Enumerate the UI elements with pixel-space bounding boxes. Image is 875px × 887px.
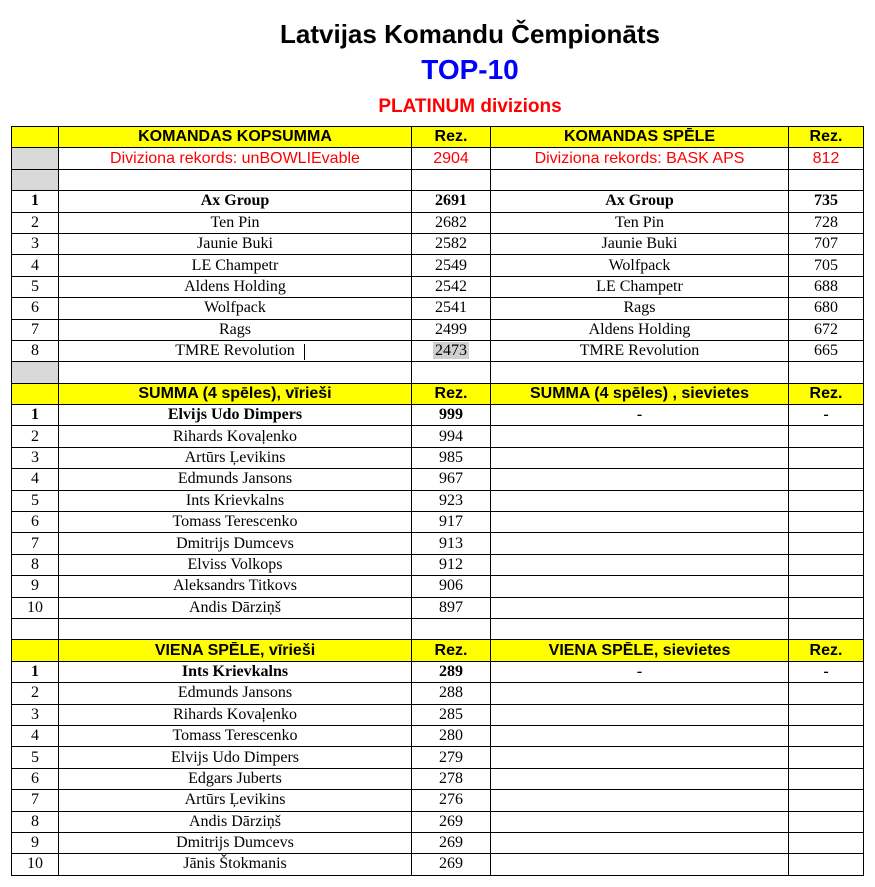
- player-name-cell: [491, 512, 789, 533]
- score-cell: 688: [789, 276, 864, 297]
- score-cell: [789, 597, 864, 618]
- player-name-cell: [491, 554, 789, 575]
- empty-cell: [59, 169, 412, 190]
- player-name-cell: -: [491, 661, 789, 682]
- page-subtitle: TOP-10: [421, 54, 519, 85]
- table-row: [12, 447, 864, 468]
- table-row: [12, 554, 864, 575]
- score-cell: 994: [412, 426, 491, 447]
- rank-header-cell: [12, 383, 59, 404]
- team-name-cell: Ax Group: [491, 191, 789, 212]
- team-name-cell: Aldens Holding: [491, 319, 789, 340]
- page-title: Latvijas Komandu Čempionāts: [280, 19, 660, 49]
- score-cell: 2582: [412, 233, 491, 254]
- left-section-header: VIENA SPĒLE, vīrieši: [59, 640, 412, 661]
- player-name-cell: Artūrs Ļevikins: [59, 790, 412, 811]
- player-name-cell: Elviss Volkops: [59, 554, 412, 575]
- team-name-cell: Wolfpack: [59, 298, 412, 319]
- player-name-cell: Edgars Juberts: [59, 768, 412, 789]
- player-name-cell: [491, 811, 789, 832]
- player-name-cell: Elvijs Udo Dimpers: [59, 405, 412, 426]
- player-name-cell: Aleksandrs Titkovs: [59, 576, 412, 597]
- player-name-cell: [491, 747, 789, 768]
- table-row: [12, 768, 864, 789]
- empty-cell: [789, 618, 864, 639]
- player-name-cell: Tomass Terescenko: [59, 725, 412, 746]
- table-row: [12, 576, 864, 597]
- rank-cell: 3: [12, 447, 59, 468]
- table-row: [12, 490, 864, 511]
- player-name-cell: [491, 469, 789, 490]
- empty-cell: [412, 169, 491, 190]
- player-name-cell: Artūrs Ļevikins: [59, 447, 412, 468]
- rank-cell: 1: [12, 191, 59, 212]
- team-name-cell: Jaunie Buki: [491, 233, 789, 254]
- player-name-cell: Andis Dārziņš: [59, 811, 412, 832]
- player-name-cell: [491, 704, 789, 725]
- table-row: [12, 811, 864, 832]
- score-cell: [789, 490, 864, 511]
- team-name-cell: Wolfpack: [491, 255, 789, 276]
- player-name-cell: [491, 768, 789, 789]
- rez-header: Rez.: [412, 127, 491, 148]
- team-name-cell: [59, 340, 412, 361]
- rank-cell: 7: [12, 319, 59, 340]
- team-name-cell: Jaunie Buki: [59, 233, 412, 254]
- score-cell: 912: [412, 554, 491, 575]
- score-cell: 665: [789, 340, 864, 361]
- score-cell: 2682: [412, 212, 491, 233]
- empty-cell: [12, 362, 59, 383]
- series-header-row: [12, 383, 864, 404]
- score-cell: [789, 683, 864, 704]
- rank-cell: 5: [12, 276, 59, 297]
- table-row: [12, 191, 864, 212]
- rank-cell: 6: [12, 768, 59, 789]
- score-cell: 2542: [412, 276, 491, 297]
- score-cell: [789, 747, 864, 768]
- rez-header: Rez.: [412, 383, 491, 404]
- rank-cell: 8: [12, 811, 59, 832]
- score-cell: 923: [412, 490, 491, 511]
- score-cell: [789, 704, 864, 725]
- player-name-cell: Dmitrijs Dumcevs: [59, 832, 412, 853]
- score-cell: -: [789, 661, 864, 682]
- score-cell: [789, 768, 864, 789]
- empty-cell: [412, 362, 491, 383]
- table-row: [12, 832, 864, 853]
- score-cell: 967: [412, 469, 491, 490]
- spacer-row: [12, 618, 864, 639]
- rank-cell: 9: [12, 576, 59, 597]
- score-cell: [789, 725, 864, 746]
- player-name-cell: -: [491, 405, 789, 426]
- player-name-cell: [491, 426, 789, 447]
- player-name-cell: [491, 533, 789, 554]
- score-cell: 680: [789, 298, 864, 319]
- score-cell: 2541: [412, 298, 491, 319]
- table-row: [12, 276, 864, 297]
- rank-cell: 2: [12, 683, 59, 704]
- game-header-row: [12, 640, 864, 661]
- rank-cell: 6: [12, 512, 59, 533]
- rank-cell: 2: [12, 426, 59, 447]
- player-name-cell: [491, 447, 789, 468]
- score-cell: 917: [412, 512, 491, 533]
- rez-header: Rez.: [789, 127, 864, 148]
- player-name-cell: Andis Dārziņš: [59, 597, 412, 618]
- score-cell: 672: [789, 319, 864, 340]
- score-cell: [789, 832, 864, 853]
- score-cell: 985: [412, 447, 491, 468]
- player-name-cell: [491, 576, 789, 597]
- empty-cell: [12, 618, 59, 639]
- table-row: [12, 212, 864, 233]
- score-cell: 906: [412, 576, 491, 597]
- rank-cell: 9: [12, 832, 59, 853]
- score-cell: 285: [412, 704, 491, 725]
- rank-header-cell: [12, 640, 59, 661]
- score-cell: 280: [412, 725, 491, 746]
- score-cell: 279: [412, 747, 491, 768]
- team-name-cell: Rags: [491, 298, 789, 319]
- score-cell: 289: [412, 661, 491, 682]
- player-name-cell: Jānis Štokmanis: [59, 854, 412, 875]
- player-name-cell: [491, 832, 789, 853]
- team-name-cell: Aldens Holding: [59, 276, 412, 297]
- score-cell: 728: [789, 212, 864, 233]
- score-cell: -: [789, 405, 864, 426]
- rank-cell: 4: [12, 255, 59, 276]
- team-name-cell: Ten Pin: [491, 212, 789, 233]
- empty-cell: [12, 148, 59, 169]
- rank-cell: 10: [12, 854, 59, 875]
- score-cell: [789, 811, 864, 832]
- player-name-cell: Dmitrijs Dumcevs: [59, 533, 412, 554]
- selected-score-text: 2473: [435, 342, 467, 360]
- table-row: [12, 533, 864, 554]
- score-cell: 288: [412, 683, 491, 704]
- empty-cell: [12, 169, 59, 190]
- table-row: [12, 469, 864, 490]
- rank-cell: 5: [12, 747, 59, 768]
- player-name-cell: Ints Krievkalns: [59, 490, 412, 511]
- empty-cell: [789, 362, 864, 383]
- player-name-cell: [491, 854, 789, 875]
- table-row: [12, 747, 864, 768]
- score-cell: 2549: [412, 255, 491, 276]
- score-cell: 999: [412, 405, 491, 426]
- score-cell: 705: [789, 255, 864, 276]
- score-cell: 897: [412, 597, 491, 618]
- score-cell: 735: [789, 191, 864, 212]
- player-name-cell: [491, 790, 789, 811]
- table-row: [12, 704, 864, 725]
- division-record-value: 2904: [412, 148, 491, 169]
- player-name-cell: [491, 683, 789, 704]
- player-name-cell: [491, 490, 789, 511]
- division-title: PLATINUM divizions: [378, 96, 562, 117]
- right-section-header: VIENA SPĒLE, sievietes: [491, 640, 789, 661]
- team-name-cell: Ax Group: [59, 191, 412, 212]
- table-row: [12, 298, 864, 319]
- rank-cell: 8: [12, 554, 59, 575]
- score-cell: 269: [412, 832, 491, 853]
- empty-cell: [59, 362, 412, 383]
- empty-cell: [491, 618, 789, 639]
- empty-cell: [789, 169, 864, 190]
- team-name-cell: TMRE Revolution: [491, 340, 789, 361]
- left-section-header: KOMANDAS KOPSUMMA: [59, 127, 412, 148]
- score-cell: [789, 512, 864, 533]
- record-row: [12, 148, 864, 169]
- score-cell: 269: [412, 811, 491, 832]
- results-table: [11, 126, 864, 876]
- right-section-header: KOMANDAS SPĒLE: [491, 127, 789, 148]
- rank-cell: 3: [12, 233, 59, 254]
- player-name-cell: Rihards Kovaļenko: [59, 704, 412, 725]
- rank-cell: 10: [12, 597, 59, 618]
- table-row: [12, 426, 864, 447]
- player-name-cell: Tomass Terescenko: [59, 512, 412, 533]
- table-row: [12, 683, 864, 704]
- score-cell: 2499: [412, 319, 491, 340]
- player-name-cell: Edmunds Jansons: [59, 469, 412, 490]
- score-cell: [789, 790, 864, 811]
- score-cell: 276: [412, 790, 491, 811]
- division-record-value: 812: [789, 148, 864, 169]
- player-name-cell: Ints Krievkalns: [59, 661, 412, 682]
- score-cell[interactable]: [412, 340, 491, 361]
- rez-header: Rez.: [789, 640, 864, 661]
- team-name-cell: Rags: [59, 319, 412, 340]
- rez-header: Rez.: [789, 383, 864, 404]
- rank-header-cell: [12, 127, 59, 148]
- rez-header: Rez.: [412, 640, 491, 661]
- rank-cell: 1: [12, 405, 59, 426]
- division-record-label: Diviziona rekords: unBOWLIEvable: [59, 148, 412, 169]
- score-cell: 2691: [412, 191, 491, 212]
- table-row: [12, 790, 864, 811]
- team-name-cell: LE Champetr: [59, 255, 412, 276]
- table-row: [12, 405, 864, 426]
- table-row: [12, 725, 864, 746]
- division-record-label: Diviziona rekords: BASK APS: [491, 148, 789, 169]
- score-cell: 707: [789, 233, 864, 254]
- team-name-cell: LE Champetr: [491, 276, 789, 297]
- rank-cell: 5: [12, 490, 59, 511]
- rank-cell: 8: [12, 340, 59, 361]
- rank-cell: 4: [12, 469, 59, 490]
- spacer-row: [12, 169, 864, 190]
- score-cell: [789, 554, 864, 575]
- score-cell: 278: [412, 768, 491, 789]
- empty-cell: [412, 618, 491, 639]
- rank-cell: 1: [12, 661, 59, 682]
- table-row: [12, 340, 864, 361]
- rank-cell: 2: [12, 212, 59, 233]
- left-section-header: SUMMA (4 spēles), vīrieši: [59, 383, 412, 404]
- score-cell: [789, 447, 864, 468]
- score-cell: [789, 533, 864, 554]
- rank-cell: 7: [12, 790, 59, 811]
- player-name-cell: [491, 597, 789, 618]
- table-row: [12, 319, 864, 340]
- table-row: [12, 233, 864, 254]
- score-cell: [789, 854, 864, 875]
- player-name-cell: Elvijs Udo Dimpers: [59, 747, 412, 768]
- score-cell: [789, 426, 864, 447]
- table-row: [12, 512, 864, 533]
- player-name-cell: [491, 725, 789, 746]
- table-row: [12, 661, 864, 682]
- rank-cell: 6: [12, 298, 59, 319]
- spacer-row: [12, 362, 864, 383]
- rank-cell: 4: [12, 725, 59, 746]
- table-row: [12, 854, 864, 875]
- empty-cell: [491, 169, 789, 190]
- player-name-cell: Edmunds Jansons: [59, 683, 412, 704]
- player-name-cell: Rihards Kovaļenko: [59, 426, 412, 447]
- rank-cell: 7: [12, 533, 59, 554]
- score-cell: [789, 469, 864, 490]
- empty-cell: [59, 618, 412, 639]
- team-name-text: TMRE Revolution: [175, 342, 295, 360]
- right-section-header: SUMMA (4 spēles) , sievietes: [491, 383, 789, 404]
- rank-cell: 3: [12, 704, 59, 725]
- team-name-cell: Ten Pin: [59, 212, 412, 233]
- score-cell: 269: [412, 854, 491, 875]
- empty-cell: [491, 362, 789, 383]
- score-cell: 913: [412, 533, 491, 554]
- team-header-row: [12, 127, 864, 148]
- score-cell: [789, 576, 864, 597]
- table-row: [12, 597, 864, 618]
- table-row: [12, 255, 864, 276]
